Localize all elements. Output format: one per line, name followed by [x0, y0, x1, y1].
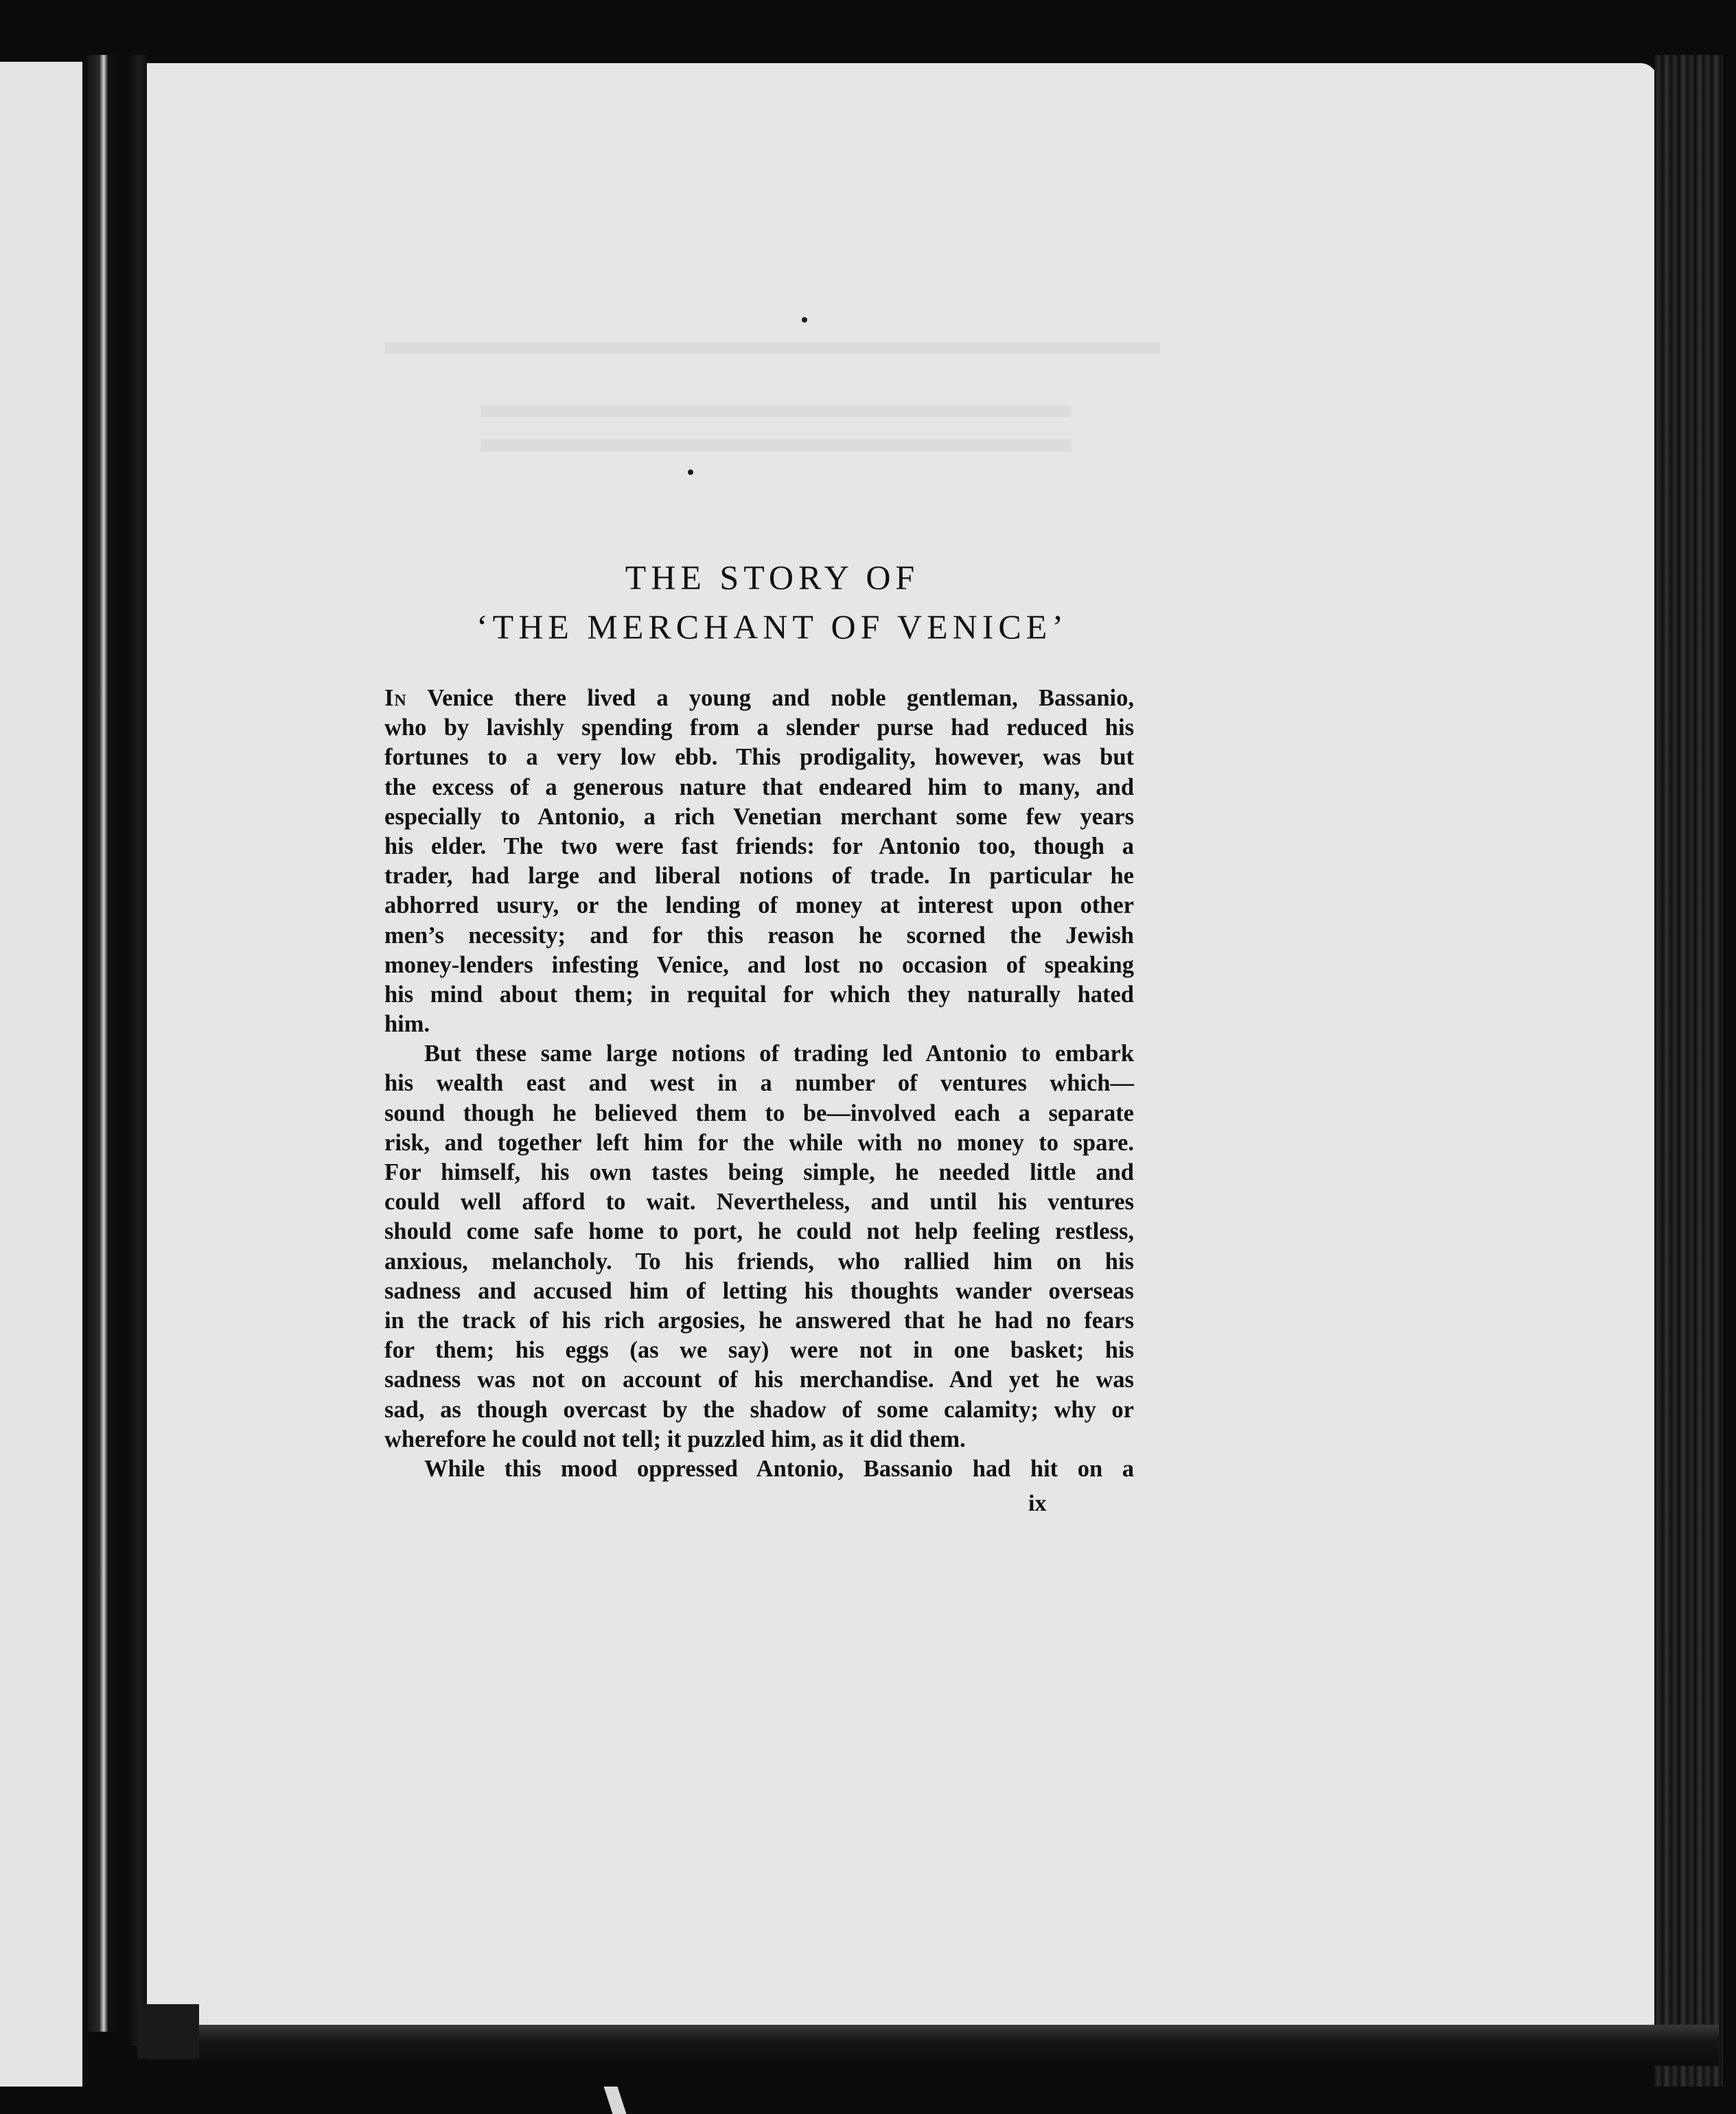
text-line: sadness was not on account of his merchandise. And yet he was [384, 1367, 1134, 1393]
show-through-line [481, 439, 1071, 452]
show-through-line [384, 342, 1160, 354]
gutter-shadow-inner [128, 55, 148, 2045]
text-line: especially to Antonio, a rich Venetian merchant some few years [384, 803, 1134, 830]
page-speck [688, 469, 693, 475]
text-line: sound though he believed them to be—involved each a separate [384, 1100, 1134, 1126]
text-line: anxious, melancholy. To his friends, who rallied him on his [384, 1248, 1134, 1275]
drop-initial: In [384, 685, 407, 711]
text-line: For himself, his own tastes being simple, he needed little and [384, 1159, 1134, 1185]
text-line: sad, as though overcast by the shadow of some calamity; why or [384, 1396, 1134, 1423]
text-line: in the track of his rich argosies, he answered that he had no fears [384, 1307, 1134, 1334]
page-number: ix [1028, 1491, 1047, 1516]
show-through-line [481, 405, 1071, 417]
page-speck [802, 317, 807, 323]
text-line: While this mood oppressed Antonio, Bassanio had hit on a [424, 1455, 1134, 1482]
book-fore-edge [1654, 55, 1723, 2087]
text-line: risk, and together left him for the while with no money to spare. [384, 1129, 1134, 1156]
text-line: him. [384, 1011, 430, 1038]
title-line-2: ‘THE MERCHANT OF VENICE’ [476, 607, 1068, 646]
text-line [384, 684, 1134, 713]
text-line: But these same large notions of trading led Antonio to embark [424, 1041, 1134, 1067]
text-line: wherefore he could not tell; it puzzled him, as it did them. [384, 1426, 966, 1452]
text-line: trader, had large and liberal notions of trade. In particular he [384, 863, 1134, 890]
text-line: his wealth east and west in a number of ventures which— [384, 1070, 1134, 1097]
gutter-shadow [88, 55, 117, 2032]
text-line-content: Venice there lived a young and noble gentleman, Bassanio, [427, 685, 1134, 711]
text-line: his elder. The two were fast friends: for Antonio too, though a [384, 833, 1134, 859]
text-line: for them; his eggs (as we say) were not in one basket; his [384, 1337, 1134, 1364]
text-line: money-lenders infesting Venice, and lost no occasion of speaking [384, 951, 1134, 978]
text-line: men’s necessity; and for this reason he scorned the Jewish [384, 922, 1134, 949]
story-body-text [384, 684, 1134, 1484]
title-line-1: THE STORY OF [625, 558, 920, 596]
text-line: the excess of a generous nature that endeared him to many, and [384, 774, 1134, 800]
text-line: fortunes to a very low ebb. This prodigality, however, was but [384, 744, 1134, 771]
text-line: abhorred usury, or the lending of money at interest upon other [384, 892, 1134, 919]
text-line: sadness and accused him of letting his thoughts wander overseas [384, 1277, 1134, 1304]
text-line: could well afford to wait. Nevertheless, and until his ventures [384, 1189, 1134, 1216]
facing-page-edge [0, 62, 82, 2087]
text-line: should come safe home to port, he could not help feeling restless, [384, 1218, 1134, 1245]
book-corner [137, 2004, 199, 2059]
scan-artifact [604, 2087, 627, 2114]
book-bottom-edge [147, 2025, 1719, 2066]
text-line: his mind about them; in requital for which they naturally hated [384, 981, 1134, 1008]
text-line: who by lavishly spending from a slender purse had reduced his [384, 715, 1134, 741]
